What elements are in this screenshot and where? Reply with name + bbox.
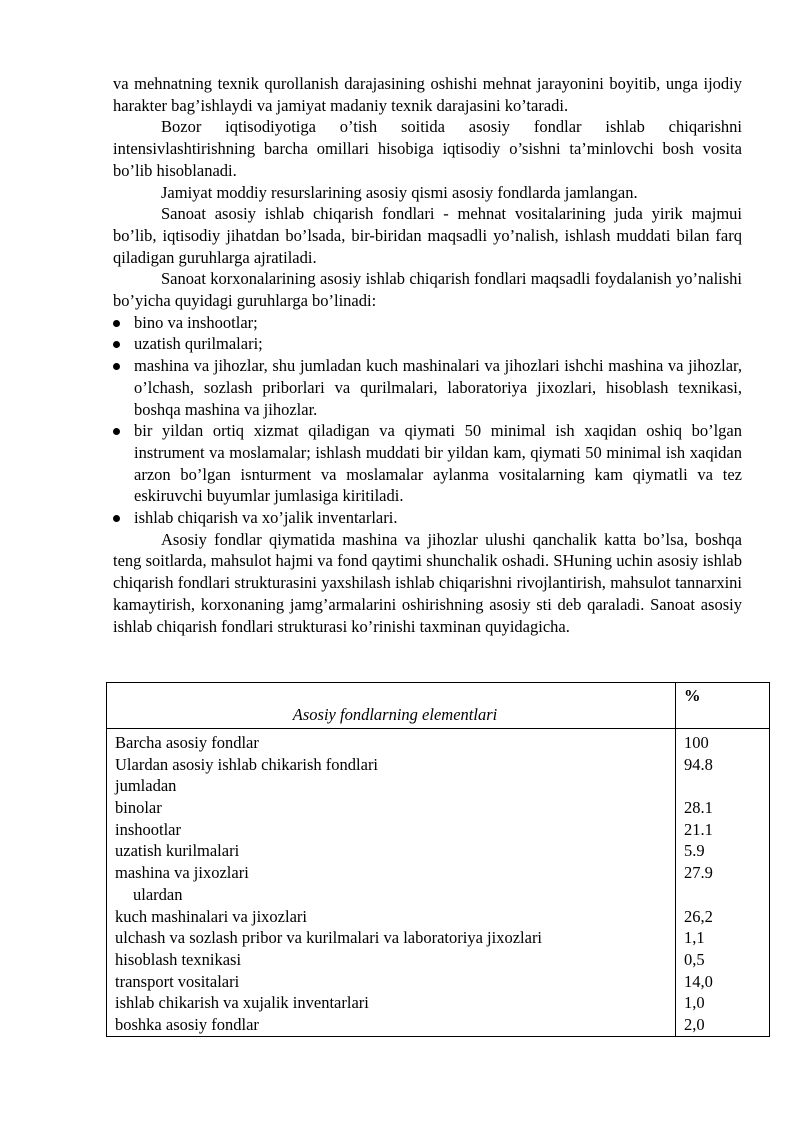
column-header-elements: Asosiy fondlarning elementlari: [107, 683, 676, 729]
table-row-label: binolar: [115, 798, 162, 818]
table-row-label: hisoblash texnikasi: [115, 949, 242, 969]
table-row-label: uzatish kurilmalari: [115, 841, 240, 861]
table-row-value: 2,0: [684, 1014, 705, 1034]
document-body: [113, 73, 742, 637]
table-row-label: mashina va jixozlari: [115, 863, 249, 883]
table-row-value: 27.9: [684, 863, 713, 883]
paragraph-4: Sanoat asosiy ishlab chiqarish fondlari - mehnat vositalarining juda yirik majmui bo’lib, iqtisodiy jihatdan bo’lsada, bir-biridan maqsadli yo’nalish, ishlash muddati bilan farq qiladigan guruhlarga ajratiladi.: [113, 204, 742, 267]
table-row-label: transport vositalari: [115, 971, 240, 991]
table-row-value: 1,0: [684, 993, 705, 1013]
paragraph-2: Bozor iqtisodiyotiga o’tish soitida asosiy fondlar ishlab chiqarishni intensivlashtirishning barcha omillari hisobiga iqtisodiy o’sishni ta’minlovchi bosh vosita bo’lib hisoblanadi.: [113, 117, 742, 180]
list-item-text: ishlab chiqarish va xo’jalik inventarlari.: [134, 508, 398, 528]
table-row-value: 28.1: [684, 798, 713, 818]
table-row-label: boshka asosiy fondlar: [115, 1014, 259, 1034]
table-row-value: [684, 775, 769, 797]
list-item-text: bino va inshootlar;: [134, 312, 258, 332]
table-row-label: ulardan: [133, 884, 183, 904]
table-row-label: ishlab chikarish va xujalik inventarlari: [115, 993, 369, 1013]
list-item-text: bir yildan ortiq xizmat qiladigan va qiymati 50 minimal ish xaqidan oshiq bo’lgan instrument va moslamalar; ishlash muddati bir yildan kam, qiymati 50 minimal ish xaqidan arzon bo’lgan isnturment va moslamalar aylanma vositalarning kam qiymatli va tez eskiruvchi buyumlar jumlasiga kiritiladi.: [134, 421, 742, 506]
bullet-icon: [113, 363, 120, 370]
table-body-row: [107, 729, 770, 1037]
list-item: [113, 333, 742, 355]
table-row-label: kuch mashinalari va jixozlari: [115, 906, 307, 926]
table-row-label: Barcha asosiy fondlar: [115, 733, 259, 752]
table-row-value: 0,5: [684, 949, 705, 969]
table-row-value: 100: [684, 733, 709, 752]
table-row-value: 1,1: [684, 928, 705, 948]
table-row-value: 94.8: [684, 754, 713, 774]
list-item: [113, 312, 742, 334]
paragraph-5: Sanoat korxonalarining asosiy ishlab chiqarish fondlari maqsadli foydalanish yo’nalishi bo’yicha quyidagi guruhlarga bo’linadi:: [113, 269, 742, 311]
table-row-label: inshootlar: [115, 819, 181, 839]
fund-structure-table: [106, 682, 770, 1037]
list-item-text: mashina va jihozlar, shu jumladan kuch mashinalari va jihozlari ishchi mashina va jihozlar, o’lchash, sozlash priborlari va qurilmalari, laboratoriya jixozlari, hisoblash texnikasi, boshqa mashina va jihozlar.: [134, 356, 742, 419]
table-row-value: 26,2: [684, 906, 713, 926]
element-names-cell: [107, 729, 676, 1037]
table-header-row: [107, 683, 770, 729]
bullet-list: [113, 312, 742, 529]
closing-paragraph: Asosiy fondlar qiymatida mashina va jihozlar ulushi qanchalik katta bo’lsa, boshqa teng soitlarda, mahsulot hajmi va fond qaytimi shunchalik oshadi. SHuning uchin asosiy ishlab chiqarish fondlari strukturasini yaxshilash ishlab chiqarishni rivojlantirish, mahsulot tannarxini kamaytirish, korxonaning jamg’armalarini oshirishning asosiy sti deb qaraladi. Sanoat asosiy ishlab chiqarish fondlari strukturasi ko’rinishi taxminan quyidagicha.: [113, 529, 742, 636]
table-row-value: 14,0: [684, 971, 713, 991]
paragraph-3: Jamiyat moddiy resurslarining asosiy qismi asosiy fondlarda jamlangan.: [161, 182, 638, 202]
column-header-percent: %: [676, 683, 770, 729]
list-item: [113, 507, 742, 529]
list-item-text: uzatish qurilmalari;: [134, 334, 263, 354]
table-row-value: [684, 884, 769, 906]
table-row-value: 5.9: [684, 841, 705, 861]
list-item: [113, 355, 742, 420]
table-row-label: Ulardan asosiy ishlab chikarish fondlari: [115, 754, 379, 774]
bullet-icon: [113, 341, 120, 348]
bullet-icon: [113, 320, 120, 327]
list-item: [113, 420, 742, 507]
table-row-label: ulchash va sozlash pribor va kurilmalari va laboratoriya jixozlari: [115, 928, 543, 948]
bullet-icon: [113, 515, 120, 522]
element-values-cell: [676, 729, 770, 1037]
bullet-icon: [113, 428, 120, 435]
paragraph-1: va mehnatning texnik qurollanish darajasining oshishi mehnat jarayonini boyitib, unga ijodiy harakter bag’ishlaydi va jamiyat madaniy texnik darajasini ko’taradi.: [113, 74, 742, 115]
table-row-value: 21.1: [684, 819, 713, 839]
table-row-label: jumladan: [115, 776, 177, 796]
